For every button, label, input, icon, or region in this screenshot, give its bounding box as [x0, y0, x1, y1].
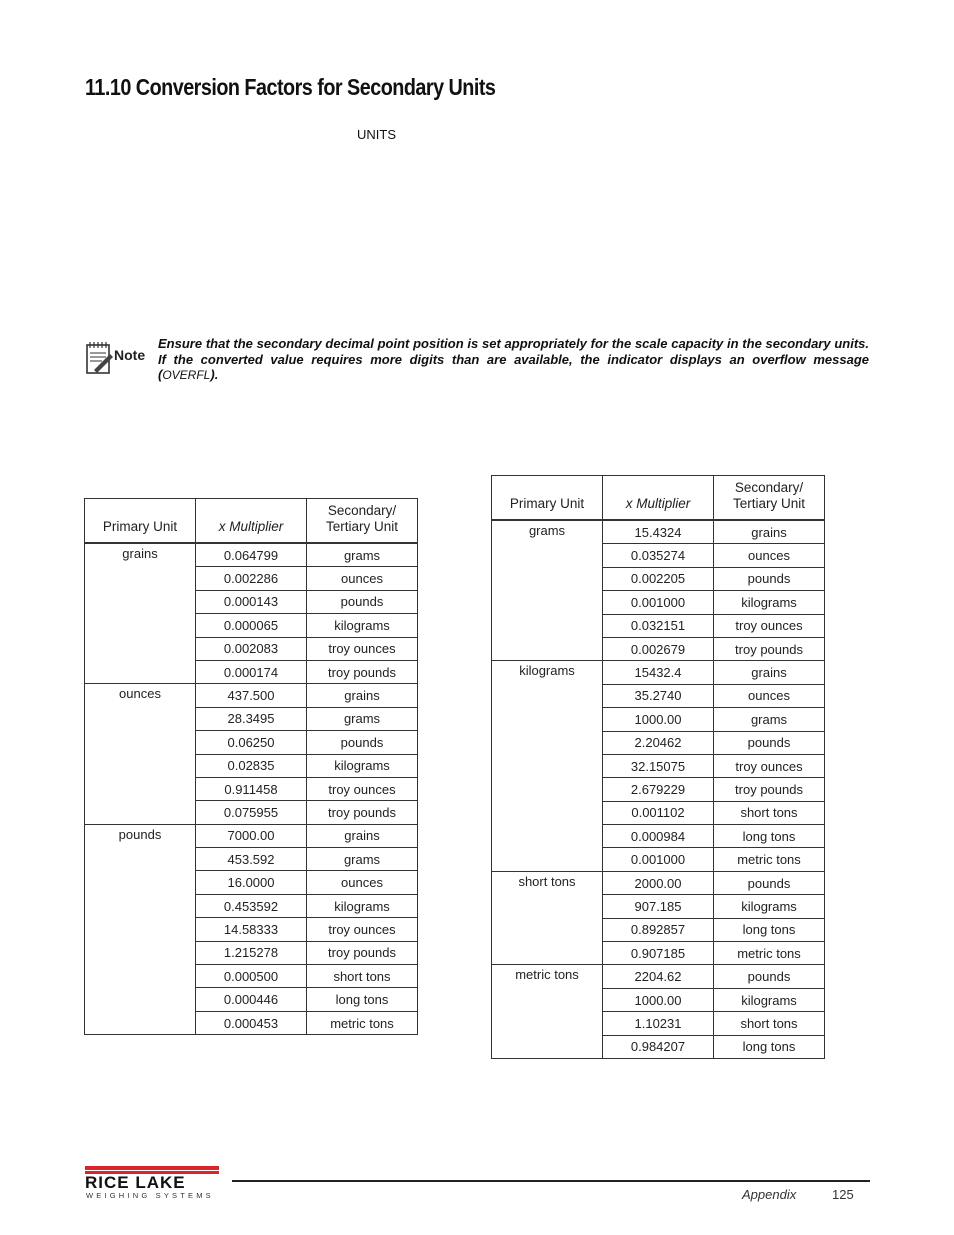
table-row — [85, 543, 418, 567]
secondary-unit-cell: grams — [307, 848, 418, 871]
multiplier-cell: 453.592 — [196, 848, 307, 871]
note-text: Ensure that the secondary decimal point position is set appropriately for the scale capacity in the secondary units. If the converted value requires more digits than are available, the indicator displays an overflow message (OVERFL). — [158, 336, 869, 382]
multiplier-cell: 0.064799 — [196, 543, 307, 567]
multiplier-cell: 35.2740 — [603, 684, 714, 707]
page-number: 125 — [832, 1187, 854, 1202]
secondary-unit-cell: short tons — [714, 1012, 825, 1035]
secondary-unit-cell: troy pounds — [307, 801, 418, 824]
header-secondary-unit: Secondary/ Tertiary Unit — [714, 476, 825, 521]
conversion-table-right — [491, 475, 825, 1059]
multiplier-cell: 0.907185 — [603, 942, 714, 965]
secondary-unit-cell: troy ounces — [307, 777, 418, 800]
secondary-unit-cell: troy ounces — [307, 637, 418, 660]
multiplier-cell: 1.10231 — [603, 1012, 714, 1035]
primary-unit-cell: kilograms — [492, 661, 603, 872]
multiplier-cell: 2.20462 — [603, 731, 714, 754]
multiplier-cell: 15.4324 — [603, 520, 714, 544]
footer-rule — [232, 1180, 870, 1182]
logo-name: RICE LAKE — [85, 1173, 186, 1192]
secondary-unit-cell: short tons — [307, 965, 418, 988]
multiplier-cell: 0.002205 — [603, 567, 714, 590]
secondary-unit-cell: long tons — [714, 825, 825, 848]
multiplier-cell: 0.06250 — [196, 731, 307, 754]
secondary-unit-cell: kilograms — [714, 988, 825, 1011]
table-row — [492, 965, 825, 988]
secondary-unit-cell: long tons — [307, 988, 418, 1011]
secondary-unit-cell: troy ounces — [714, 614, 825, 637]
multiplier-cell: 0.002286 — [196, 567, 307, 590]
multiplier-cell: 0.453592 — [196, 894, 307, 917]
multiplier-cell: 907.185 — [603, 895, 714, 918]
header-primary-unit: Primary Unit — [85, 499, 196, 544]
multiplier-cell: 1000.00 — [603, 988, 714, 1011]
secondary-unit-cell: ounces — [714, 544, 825, 567]
secondary-unit-cell: troy ounces — [714, 754, 825, 777]
primary-unit-cell: grams — [492, 520, 603, 661]
note-label: Note — [114, 347, 146, 363]
table-body-right — [492, 520, 825, 1058]
secondary-unit-cell: grams — [307, 707, 418, 730]
table-row — [85, 824, 418, 847]
table-row — [492, 520, 825, 544]
secondary-unit-cell: metric tons — [714, 942, 825, 965]
multiplier-cell: 7000.00 — [196, 824, 307, 847]
secondary-unit-cell: pounds — [714, 567, 825, 590]
secondary-unit-cell: long tons — [714, 1035, 825, 1058]
multiplier-cell: 0.002083 — [196, 637, 307, 660]
multiplier-cell: 0.035274 — [603, 544, 714, 567]
secondary-unit-cell: pounds — [307, 590, 418, 613]
primary-unit-cell: short tons — [492, 871, 603, 965]
multiplier-cell: 0.911458 — [196, 777, 307, 800]
secondary-unit-cell: short tons — [714, 801, 825, 824]
secondary-unit-cell: kilograms — [307, 614, 418, 637]
multiplier-cell: 1.215278 — [196, 941, 307, 964]
logo-subtitle: WEIGHING SYSTEMS — [86, 1191, 214, 1200]
secondary-unit-cell: grains — [307, 824, 418, 847]
secondary-unit-cell: grams — [307, 543, 418, 567]
logo-stripe — [85, 1166, 219, 1170]
secondary-unit-cell: long tons — [714, 918, 825, 941]
secondary-unit-cell: kilograms — [307, 754, 418, 777]
multiplier-cell: 15432.4 — [603, 661, 714, 684]
secondary-unit-cell: pounds — [714, 965, 825, 988]
multiplier-cell: 16.0000 — [196, 871, 307, 894]
multiplier-cell: 2.679229 — [603, 778, 714, 801]
secondary-unit-cell: kilograms — [714, 895, 825, 918]
footer-section-name: Appendix — [742, 1187, 797, 1202]
multiplier-cell: 0.02835 — [196, 754, 307, 777]
secondary-unit-cell: grains — [714, 520, 825, 544]
multiplier-cell: 2204.62 — [603, 965, 714, 988]
multiplier-cell: 2000.00 — [603, 871, 714, 894]
multiplier-cell: 14.58333 — [196, 918, 307, 941]
multiplier-cell: 0.000065 — [196, 614, 307, 637]
multiplier-cell: 0.000446 — [196, 988, 307, 1011]
secondary-unit-cell: metric tons — [307, 1011, 418, 1034]
table-row — [492, 871, 825, 894]
section-heading: 11.10 Conversion Factors for Secondary Units — [85, 74, 496, 100]
secondary-unit-cell: troy pounds — [714, 778, 825, 801]
overflow-code: OVERFL — [162, 368, 211, 382]
multiplier-cell: 0.000500 — [196, 965, 307, 988]
secondary-unit-cell: grams — [714, 708, 825, 731]
primary-unit-cell: ounces — [85, 684, 196, 824]
multiplier-cell: 0.001000 — [603, 848, 714, 871]
note-icon — [84, 340, 118, 376]
secondary-unit-cell: metric tons — [714, 848, 825, 871]
header-secondary-unit: Secondary/ Tertiary Unit — [307, 499, 418, 544]
secondary-unit-cell: ounces — [714, 684, 825, 707]
multiplier-cell: 0.002679 — [603, 637, 714, 660]
header-multiplier: x Multiplier — [196, 499, 307, 544]
secondary-unit-cell: ounces — [307, 567, 418, 590]
multiplier-cell: 0.001000 — [603, 591, 714, 614]
primary-unit-cell: metric tons — [492, 965, 603, 1059]
secondary-unit-cell: pounds — [714, 731, 825, 754]
secondary-unit-cell: pounds — [714, 871, 825, 894]
secondary-unit-cell: kilograms — [714, 591, 825, 614]
secondary-unit-cell: troy pounds — [714, 637, 825, 660]
multiplier-cell: 0.032151 — [603, 614, 714, 637]
multiplier-cell: 0.075955 — [196, 801, 307, 824]
primary-unit-cell: grains — [85, 543, 196, 684]
conversion-table-left — [84, 498, 418, 1035]
secondary-unit-cell: troy ounces — [307, 918, 418, 941]
multiplier-cell: 0.000143 — [196, 590, 307, 613]
secondary-unit-cell: troy pounds — [307, 941, 418, 964]
multiplier-cell: 0.000174 — [196, 660, 307, 683]
secondary-unit-cell: grains — [714, 661, 825, 684]
multiplier-cell: 0.001102 — [603, 801, 714, 824]
multiplier-cell: 1000.00 — [603, 708, 714, 731]
multiplier-cell: 32.15075 — [603, 754, 714, 777]
multiplier-cell: 0.000984 — [603, 825, 714, 848]
multiplier-cell: 437.500 — [196, 684, 307, 707]
header-primary-unit: Primary Unit — [492, 476, 603, 521]
secondary-unit-cell: ounces — [307, 871, 418, 894]
multiplier-cell: 28.3495 — [196, 707, 307, 730]
header-multiplier: x Multiplier — [603, 476, 714, 521]
units-label: UNITS — [357, 127, 396, 142]
secondary-unit-cell: grains — [307, 684, 418, 707]
secondary-unit-cell: pounds — [307, 731, 418, 754]
table-row — [85, 684, 418, 707]
secondary-unit-cell: kilograms — [307, 894, 418, 917]
rice-lake-logo — [85, 1166, 221, 1200]
primary-unit-cell: pounds — [85, 824, 196, 1035]
table-body-left — [85, 543, 418, 1035]
multiplier-cell: 0.892857 — [603, 918, 714, 941]
multiplier-cell: 0.984207 — [603, 1035, 714, 1058]
table-row — [492, 661, 825, 684]
secondary-unit-cell: troy pounds — [307, 660, 418, 683]
multiplier-cell: 0.000453 — [196, 1011, 307, 1034]
